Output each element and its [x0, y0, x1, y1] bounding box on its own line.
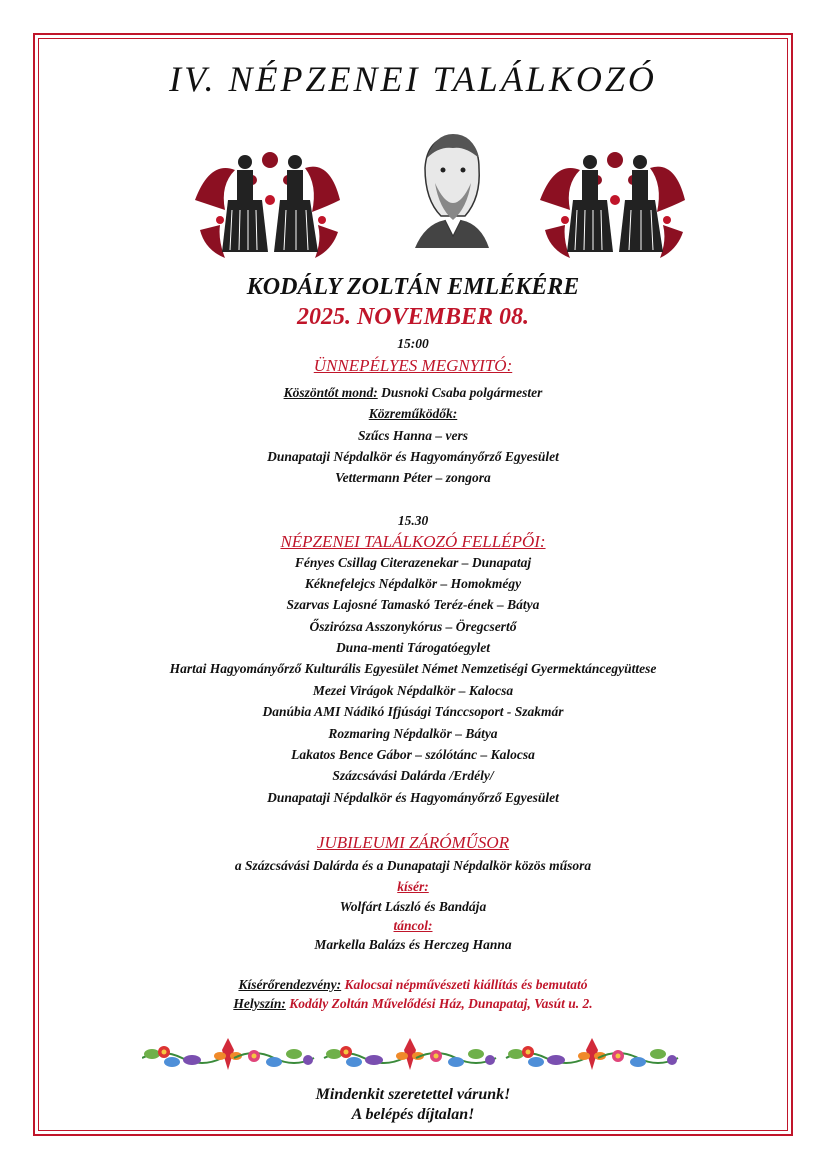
accompaniment-value: Wolfárt László és Bandája: [339, 899, 487, 914]
page-title: IV. NÉPZENEI TALÁLKOZÓ: [169, 59, 657, 99]
dancers-value: Markella Balázs és Herczeg Hanna: [314, 937, 512, 952]
dance-label: táncol:: [393, 918, 433, 933]
venue-value: Kodály Zoltán Művelődési Ház, Dunapataj, Vasút u. 2.: [285, 996, 593, 1011]
finale-heading: JUBILEUMI ZÁRÓMŰSOR: [316, 833, 510, 852]
side-event-label: Kísérőrendezvény:: [238, 977, 342, 992]
performer-item: Őszirózsa Asszonykórus – Öregcsertő: [309, 619, 517, 634]
accompaniment-label: kísér:: [397, 879, 429, 894]
side-event-value: Kalocsai népművészeti kiállítás és bemutató: [341, 977, 588, 992]
kalocsa-flower-border-icon: [142, 1030, 684, 1080]
contributor-item: Dunapataji Népdalkör és Hagyományőrző Egyesület: [267, 449, 559, 464]
performer-item: Mezei Virágok Népdalkör – Kalocsa: [312, 683, 514, 698]
performer-item: Danúbia AMI Nádikó Ifjúsági Tánccsoport - Szakmár: [262, 704, 564, 719]
kodaly-portrait: [405, 128, 497, 248]
performer-item: Hartai Hagyományőrző Kulturális Egyesület Német Nemzetiségi Gyermektáncegyüttese: [169, 661, 657, 676]
performer-item: Rozmaring Népdalkör – Bátya: [328, 726, 498, 741]
contributors-label: Közreműködők:: [368, 406, 458, 421]
greeting-line: [0, 385, 826, 401]
performer-item: Lakatos Bence Gábor – szólótánc – Kalocsa: [291, 747, 535, 762]
venue-line: [0, 996, 826, 1012]
performer-item: Dunapataji Népdalkör és Hagyományőrző Egyesület: [267, 790, 559, 805]
greeting-label: Köszöntőt mond:: [283, 385, 378, 400]
contributor-item: Vettermann Péter – zongora: [335, 470, 491, 485]
performers-time: 15.30: [397, 513, 429, 528]
folk-couple-illustration-right: [535, 140, 695, 265]
closing-line: A belépés díjtalan!: [351, 1106, 475, 1123]
opening-time: 15:00: [397, 336, 429, 351]
greeting-value: Dusnoki Csaba polgármester: [377, 385, 543, 400]
closing-line: Mindenkit szeretettel várunk!: [315, 1086, 511, 1103]
performer-item: Százcsávási Dalárda /Erdély/: [332, 768, 494, 783]
performers-heading: NÉPZENEI TALÁLKOZÓ FELLÉPŐI:: [280, 532, 546, 551]
contributor-item: Szűcs Hanna – vers: [358, 428, 468, 443]
side-event-line: [0, 977, 826, 993]
performer-item: Duna-menti Tárogatóegylet: [335, 640, 491, 655]
performer-item: Kéknefelejcs Népdalkör – Homokmégy: [304, 576, 522, 591]
dedication-heading: KODÁLY ZOLTÁN EMLÉKÉRE: [246, 274, 580, 300]
performer-item: Fényes Csillag Citerazenekar – Dunapataj: [294, 555, 532, 570]
performer-item: Szarvas Lajosné Tamaskó Teréz-ének – Bátya: [286, 597, 540, 612]
folk-couple-illustration-left: [190, 140, 350, 265]
venue-label: Helyszín:: [233, 996, 286, 1011]
finale-description: a Százcsávási Dalárda és a Dunapataji Népdalkör közös műsora: [234, 858, 592, 873]
event-date: 2025. NOVEMBER 08.: [296, 304, 530, 330]
opening-heading: ÜNNEPÉLYES MEGNYITÓ:: [313, 356, 513, 375]
